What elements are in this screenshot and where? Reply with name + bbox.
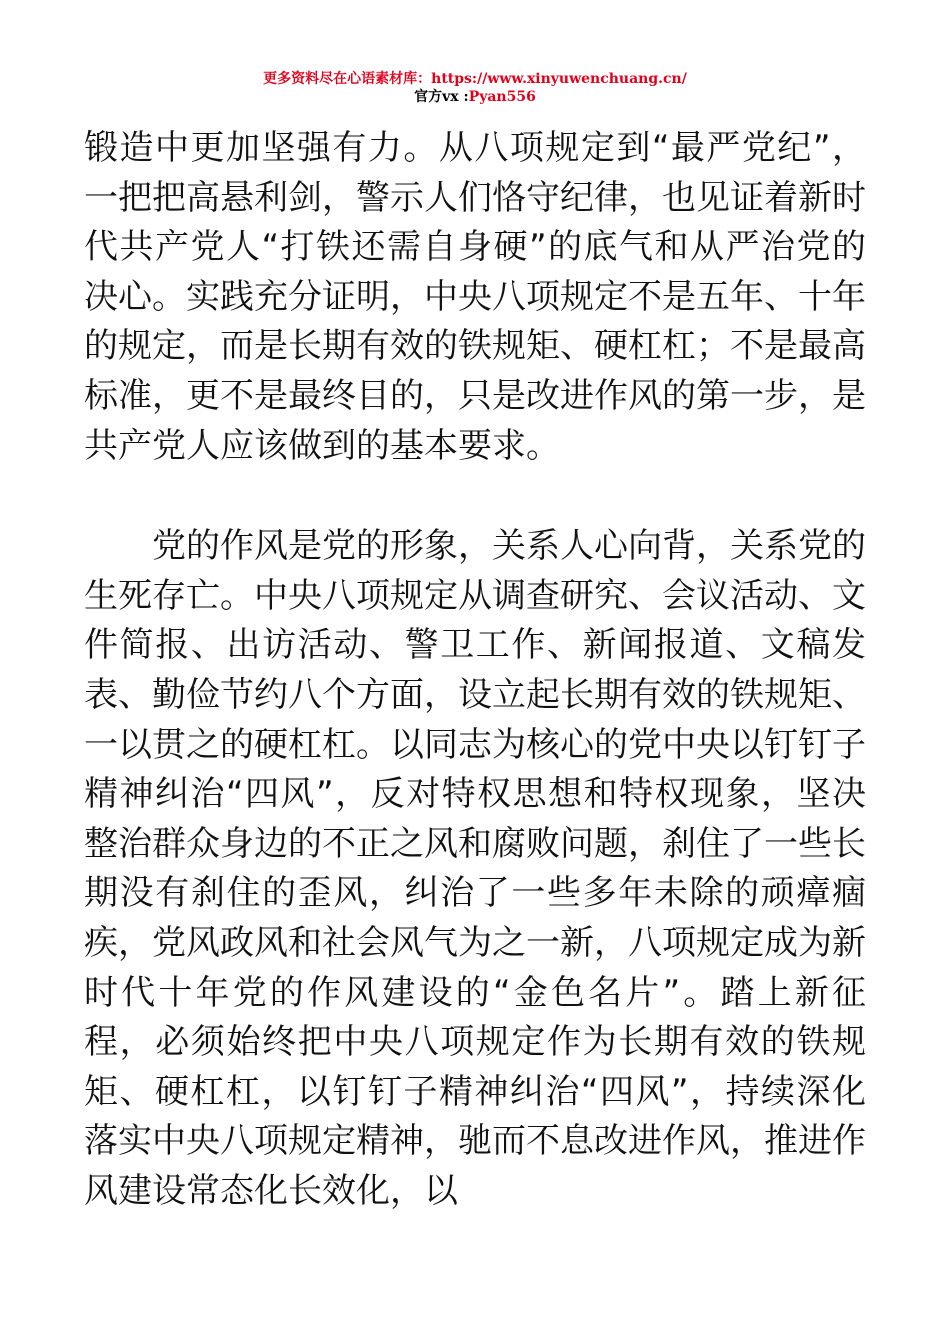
paragraph-2: 党的作风是党的形象，关系人心向背，关系党的生死存亡。中央八项规定从调查研究、会议活动、文件简报、出访活动、警卫工作、新闻报道、文稿发表、勤俭节约八个方面，设立起长期有效的铁规矩、一以贯之的硬杠杠。以同志为核心的党中央以钉钉子精神纠治“四风”，反对特权思想和特权现象，坚决整治群众身边的不正之风和腐败问题，刹住了一些长期没有刹住的歪风，纠治了一些多年未除的顽瘴痼疾，党风政风和社会风气为之一新，八项规定成为新时代十年党的作风建设的“金色名片”。踏上新征程，必须始终把中央八项规定作为长期有效的铁规矩、硬杠杠，以钉钉子精神纠治“四风”，持续深化落实中央八项规定精神，驰而不息改进作风，推进作风建设常态化长效化，以 [84,526,866,1211]
page-header [0,70,950,106]
header-contact [0,88,950,106]
paragraph-1: 锻造中更加坚强有力。从八项规定到“最严党纪”，一把把高悬利剑，警示人们恪守纪律，也见证着新时代共产党人“打铁还需自身硬”的底气和从严治党的决心。实践充分证明，中央八项规定不是五年、十年的规定，而是长期有效的铁规矩、硬杠杠；不是最高标准，更不是最终目的，只是改进作风的第一步，是共产党人应该做到的基本要求。 [84,128,866,466]
paragraph-spacer [84,471,866,522]
document-body [84,124,866,1216]
header-contact-prefix: 官方vx : [414,89,469,105]
header-source-link[interactable]: 更多资料尽在心语素材库：https://www.xinyuwenchuang.cn/ [263,71,687,87]
header-contact-id: Pyan556 [468,89,536,105]
